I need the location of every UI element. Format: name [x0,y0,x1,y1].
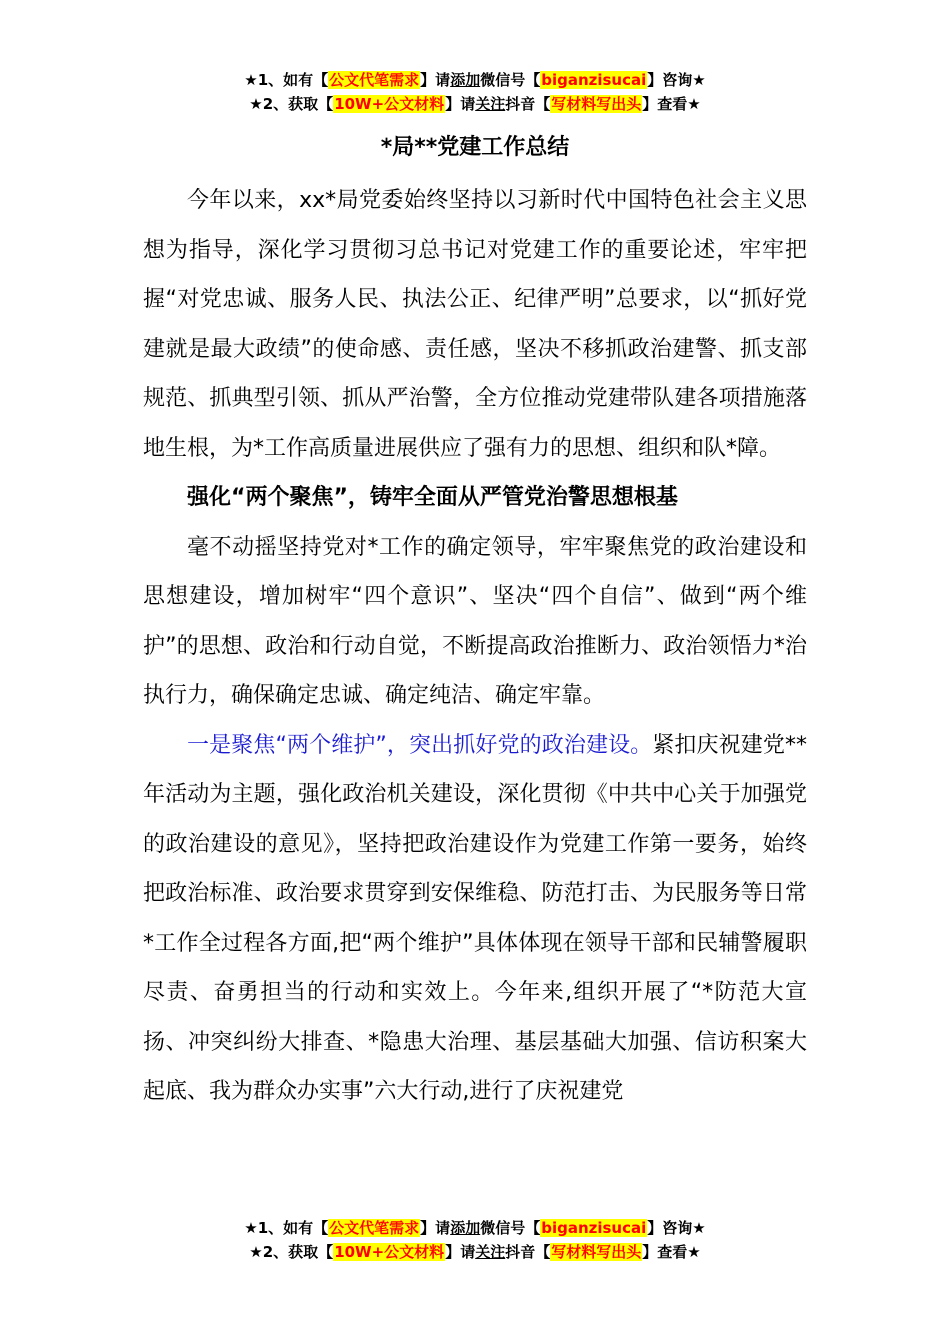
promo-highlight: 10W+公文材料 [334,1243,445,1261]
promo-text: ★2、获取【 [249,95,334,113]
promo-underline: 关注 [475,95,506,113]
promo-underline: 添加 [450,1219,481,1237]
intro-paragraph: 今年以来，xx*局党委始终坚持以习新时代中国特色社会主义思想为指导，深化学习贯彻习总书记对党建工作的重要论述，牢牢把握“对党忠诚、服务人民、执法公正、纪律严明”总要求，以“抓好党建就是最大政绩”的使命感、责任感，坚决不移抓政治建警、抓支部规范、抓典型引领、抓从严治警，全方位推动党建带队建各项措施落地生根，为*工作高质量进展供应了强有力的思想、组织和队*障。 [143,188,807,461]
document-body [143,176,807,1117]
promo-highlight: 公文代笔需求 [329,71,420,89]
promo-highlight: 写材料写出头 [551,95,642,113]
promo-text: 】咨询★ [647,71,706,89]
bottom-promo-banner [0,1216,950,1264]
promo-highlight: 公文代笔需求 [329,1219,420,1237]
section-heading: 强化“两个聚焦”，铸牢全面从严管党治警思想根基 [187,485,678,510]
promo-highlight: biganzisucai [541,71,647,89]
promo-text: 】请 [445,1243,476,1261]
promo-text: ★1、如有【 [244,1219,329,1237]
promo-text: 抖音【 [505,1243,551,1261]
promo-line-2 [0,92,950,116]
top-promo-banner [0,68,950,116]
item-lead-text: 一是聚焦“两个维护”，突出抓好党的政治建设。 [187,732,653,758]
item-body-text: 紧扣庆祝建党**年活动为主题，强化政治机关建设，深化贯彻《中共中心关于加强党的政治建设的意见》，坚持把政治建设作为党建工作第一要务，始终把政治标准、政治要求贯穿到安保维稳、防范打击、为民服务等日常*工作全过程各方面,把“两个维护”具体体现在领导干部和民辅警履职尽责、奋勇担当的行动和实效上。今年来,组织开展了“*防范大宣扬、冲突纠纷大排查、*隐患大治理、基层基础大加强、信访积案大起底、我为群众办实事”六大行动,进行了庆祝建党 [143,732,807,1104]
promo-highlight: 写材料写出头 [551,1243,642,1261]
promo-highlight: 10W+公文材料 [334,95,445,113]
promo-text: 】请 [420,1219,451,1237]
promo-text: 】查看★ [642,95,701,113]
promo-line-2 [0,1240,950,1264]
promo-underline: 关注 [475,1243,506,1261]
section-paragraph: 毫不动摇坚持党对*工作的确定领导，牢牢聚焦党的政治建设和思想建设，增加树牢“四个意识”、坚决“四个自信”、做到“两个维护”的思想、政治和行动自觉，不断提高政治推断力、政治领悟力*治执行力，确保确定忠诚、确定纯洁、确定牢靠。 [143,534,807,708]
promo-text: 抖音【 [505,95,551,113]
promo-text: ★2、获取【 [249,1243,334,1261]
promo-text: ★1、如有【 [244,71,329,89]
document-title: *局**党建工作总结 [380,135,570,160]
promo-text: 】请 [445,95,476,113]
promo-text: 】查看★ [642,1243,701,1261]
promo-text: 】咨询★ [647,1219,706,1237]
promo-line-1 [0,68,950,92]
promo-line-1 [0,1216,950,1240]
promo-highlight: biganzisucai [541,1219,647,1237]
promo-text: 微信号【 [480,71,541,89]
item-paragraph [143,721,807,1117]
promo-underline: 添加 [450,71,481,89]
promo-text: 】请 [420,71,451,89]
promo-text: 微信号【 [480,1219,541,1237]
